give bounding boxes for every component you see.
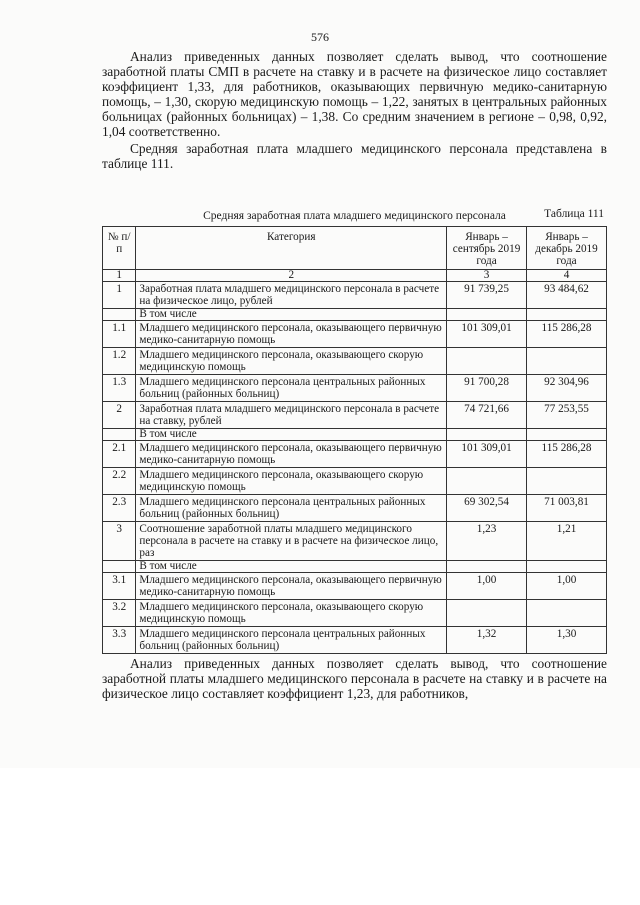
table-row	[103, 429, 607, 441]
page-number: 576	[311, 30, 329, 44]
row-category: Заработная плата младшего медицинского персонала в расчете на физическое лицо, рублей	[136, 282, 447, 309]
row-value-jan-sep	[447, 561, 527, 573]
row-category: Младшего медицинского персонала, оказывающего скорую медицинскую помощь	[136, 348, 447, 375]
row-value-jan-sep: 1,23	[447, 522, 527, 561]
row-value-jan-sep: 1,32	[447, 627, 527, 654]
row-number: 2.1	[103, 441, 136, 468]
table-row	[103, 321, 607, 348]
row-number: 1.1	[103, 321, 136, 348]
table-row	[103, 600, 607, 627]
table-row	[103, 573, 607, 600]
row-value-jan-sep	[447, 348, 527, 375]
row-number	[103, 429, 136, 441]
row-value-jan-sep: 69 302,54	[447, 495, 527, 522]
row-value-jan-sep	[447, 468, 527, 495]
row-number	[103, 561, 136, 573]
row-category: Младшего медицинского персонала, оказывающего первичную медико-санитарную помощь	[136, 573, 447, 600]
row-category: В том числе	[136, 309, 447, 321]
row-value-jan-dec	[527, 348, 607, 375]
row-number: 2.2	[103, 468, 136, 495]
row-number: 1.2	[103, 348, 136, 375]
row-value-jan-dec	[527, 309, 607, 321]
row-category: Младшего медицинского персонала, оказывающего скорую медицинскую помощь	[136, 600, 447, 627]
header-jan-dec: Январь – декабрь 2019 года	[527, 227, 607, 270]
header-jan-sep: Январь – сентябрь 2019 года	[447, 227, 527, 270]
table-row	[103, 375, 607, 402]
row-value-jan-sep	[447, 600, 527, 627]
row-number	[103, 309, 136, 321]
salary-table	[102, 226, 607, 654]
row-value-jan-sep	[447, 309, 527, 321]
table-row	[103, 468, 607, 495]
row-value-jan-dec	[527, 429, 607, 441]
paragraph-analysis-junior: Анализ приведенных данных позволяет сделать вывод, что соотношение заработной платы младшего медицинского персонала в расчете на ставку и в расчете на физическое лицо составляет коэффициент 1,23, для работников,	[102, 656, 607, 701]
row-value-jan-sep: 91 700,28	[447, 375, 527, 402]
table-title: Средняя заработная плата младшего медицинского персонала	[203, 210, 506, 222]
table-index-row	[103, 270, 607, 282]
row-category: Младшего медицинского персонала центральных районных больниц (районных больниц)	[136, 375, 447, 402]
table-row	[103, 495, 607, 522]
row-number: 3.2	[103, 600, 136, 627]
row-number: 2.3	[103, 495, 136, 522]
table-row	[103, 441, 607, 468]
row-number: 2	[103, 402, 136, 429]
table-row	[103, 282, 607, 309]
row-category: Заработная плата младшего медицинского персонала в расчете на ставку, рублей	[136, 402, 447, 429]
row-value-jan-dec	[527, 600, 607, 627]
row-value-jan-dec: 92 304,96	[527, 375, 607, 402]
row-value-jan-sep: 101 309,01	[447, 321, 527, 348]
row-number: 3.3	[103, 627, 136, 654]
row-value-jan-dec	[527, 561, 607, 573]
table-caption: Таблица 111	[544, 208, 604, 220]
row-value-jan-sep: 91 739,25	[447, 282, 527, 309]
row-value-jan-dec: 93 484,62	[527, 282, 607, 309]
paragraph-table-intro: Средняя заработная плата младшего медицинского персонала представлена в таблице 111.	[102, 141, 607, 171]
index-cell: 4	[527, 270, 607, 282]
row-number: 1	[103, 282, 136, 309]
table-row	[103, 561, 607, 573]
table-row	[103, 402, 607, 429]
header-category: Категория	[136, 227, 447, 270]
row-value-jan-dec: 1,21	[527, 522, 607, 561]
table-row	[103, 522, 607, 561]
row-category: Младшего медицинского персонала центральных районных больниц (районных больниц)	[136, 627, 447, 654]
index-cell: 3	[447, 270, 527, 282]
row-value-jan-sep: 1,00	[447, 573, 527, 600]
row-value-jan-sep: 101 309,01	[447, 441, 527, 468]
row-category: Младшего медицинского персонала, оказывающего скорую медицинскую помощь	[136, 468, 447, 495]
row-value-jan-dec	[527, 468, 607, 495]
row-value-jan-dec: 1,00	[527, 573, 607, 600]
table-row	[103, 348, 607, 375]
table-row	[103, 309, 607, 321]
index-cell: 2	[136, 270, 447, 282]
row-value-jan-dec: 115 286,28	[527, 441, 607, 468]
row-value-jan-sep: 74 721,66	[447, 402, 527, 429]
row-value-jan-dec: 71 003,81	[527, 495, 607, 522]
paragraph-analysis-smp: Анализ приведенных данных позволяет сделать вывод, что соотношение заработной платы СМП в расчете на ставку и в расчете на физическое лицо составляет коэффициент 1,33, для работников, оказывающих первичную медико-санитарную помощь, – 1,30, скорую медицинскую помощь – 1,22, занятых в центральных районных больницах (районных больницах) – 1,38. Со средним значением в регионе – 0,98, 0,92, 1,04 соответственно.	[102, 49, 607, 139]
table-header-row	[103, 227, 607, 270]
row-value-jan-dec: 77 253,55	[527, 402, 607, 429]
row-category: В том числе	[136, 561, 447, 573]
header-num: № п/п	[103, 227, 136, 270]
row-value-jan-dec: 1,30	[527, 627, 607, 654]
blank-area	[0, 768, 640, 905]
row-category: Младшего медицинского персонала центральных районных больниц (районных больниц)	[136, 495, 447, 522]
row-value-jan-dec: 115 286,28	[527, 321, 607, 348]
row-category: Младшего медицинского персонала, оказывающего первичную медико-санитарную помощь	[136, 321, 447, 348]
row-category: Соотношение заработной платы младшего медицинского персонала в расчете на ставку и в расчете на физическое лицо, раз	[136, 522, 447, 561]
row-number: 3.1	[103, 573, 136, 600]
row-value-jan-sep	[447, 429, 527, 441]
row-category: В том числе	[136, 429, 447, 441]
index-cell: 1	[103, 270, 136, 282]
row-number: 1.3	[103, 375, 136, 402]
row-number: 3	[103, 522, 136, 561]
row-category: Младшего медицинского персонала, оказывающего первичную медико-санитарную помощь	[136, 441, 447, 468]
table-row	[103, 627, 607, 654]
table-body	[103, 282, 607, 654]
